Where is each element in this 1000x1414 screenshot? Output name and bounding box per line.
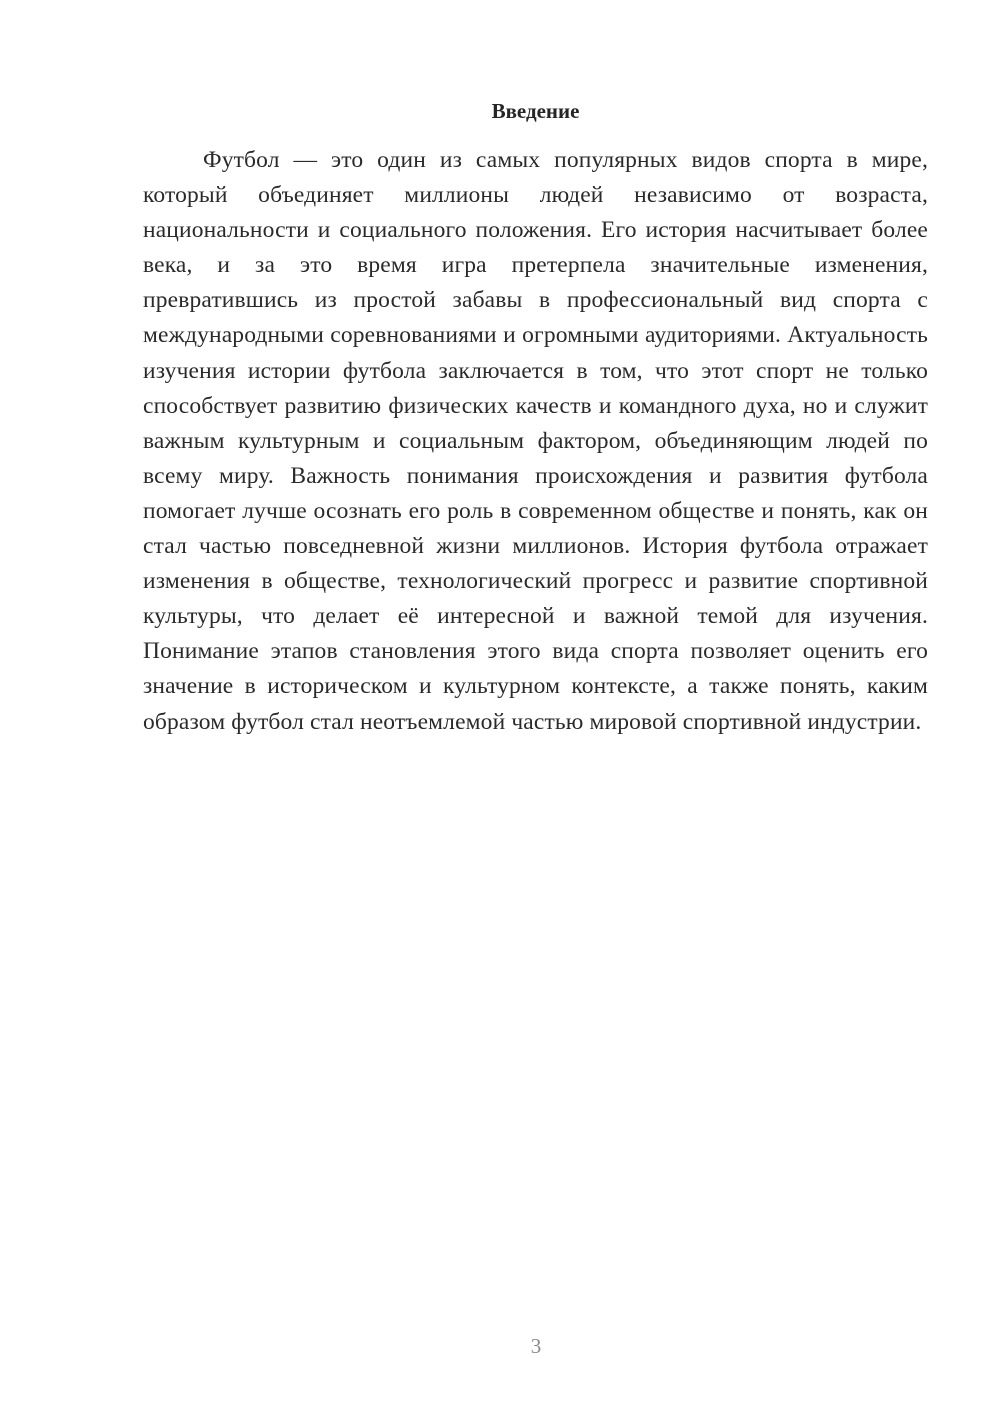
section-heading: Введение [491, 99, 580, 123]
page-number: 3 [530, 1334, 542, 1358]
introduction-paragraph: Футбол — это один из самых популярных видов спорта в мире, который объединяет миллионы людей независимо от возраста, национальности и социального положения. Его история насчитывает более века, и за это время игра претерпела значительные изменения, превратившись из простой забавы в профессиональный вид спорта с международными соревнованиями и огромными аудиториями. Актуальность изучения истории футбола заключается в том, что этот спорт не только способствует развитию физических качеств и командного духа, но и служит важным культурным и социальным фактором, объединяющим людей по всему миру. Важность понимания происхождения и развития футбола помогает лучше осознать его роль в современном обществе и понять, как он стал частью повседневной жизни миллионов. История футбола отражает изменения в обществе, технологический прогресс и развитие спортивной культуры, что делает её интересной и важной темой для изучения. Понимание этапов становления этого вида спорта позволяет оценить его значение в историческом и культурном контексте, а также понять, каким образом футбол стал неотъемлемой частью мировой спортивной индустрии. [143, 147, 928, 735]
